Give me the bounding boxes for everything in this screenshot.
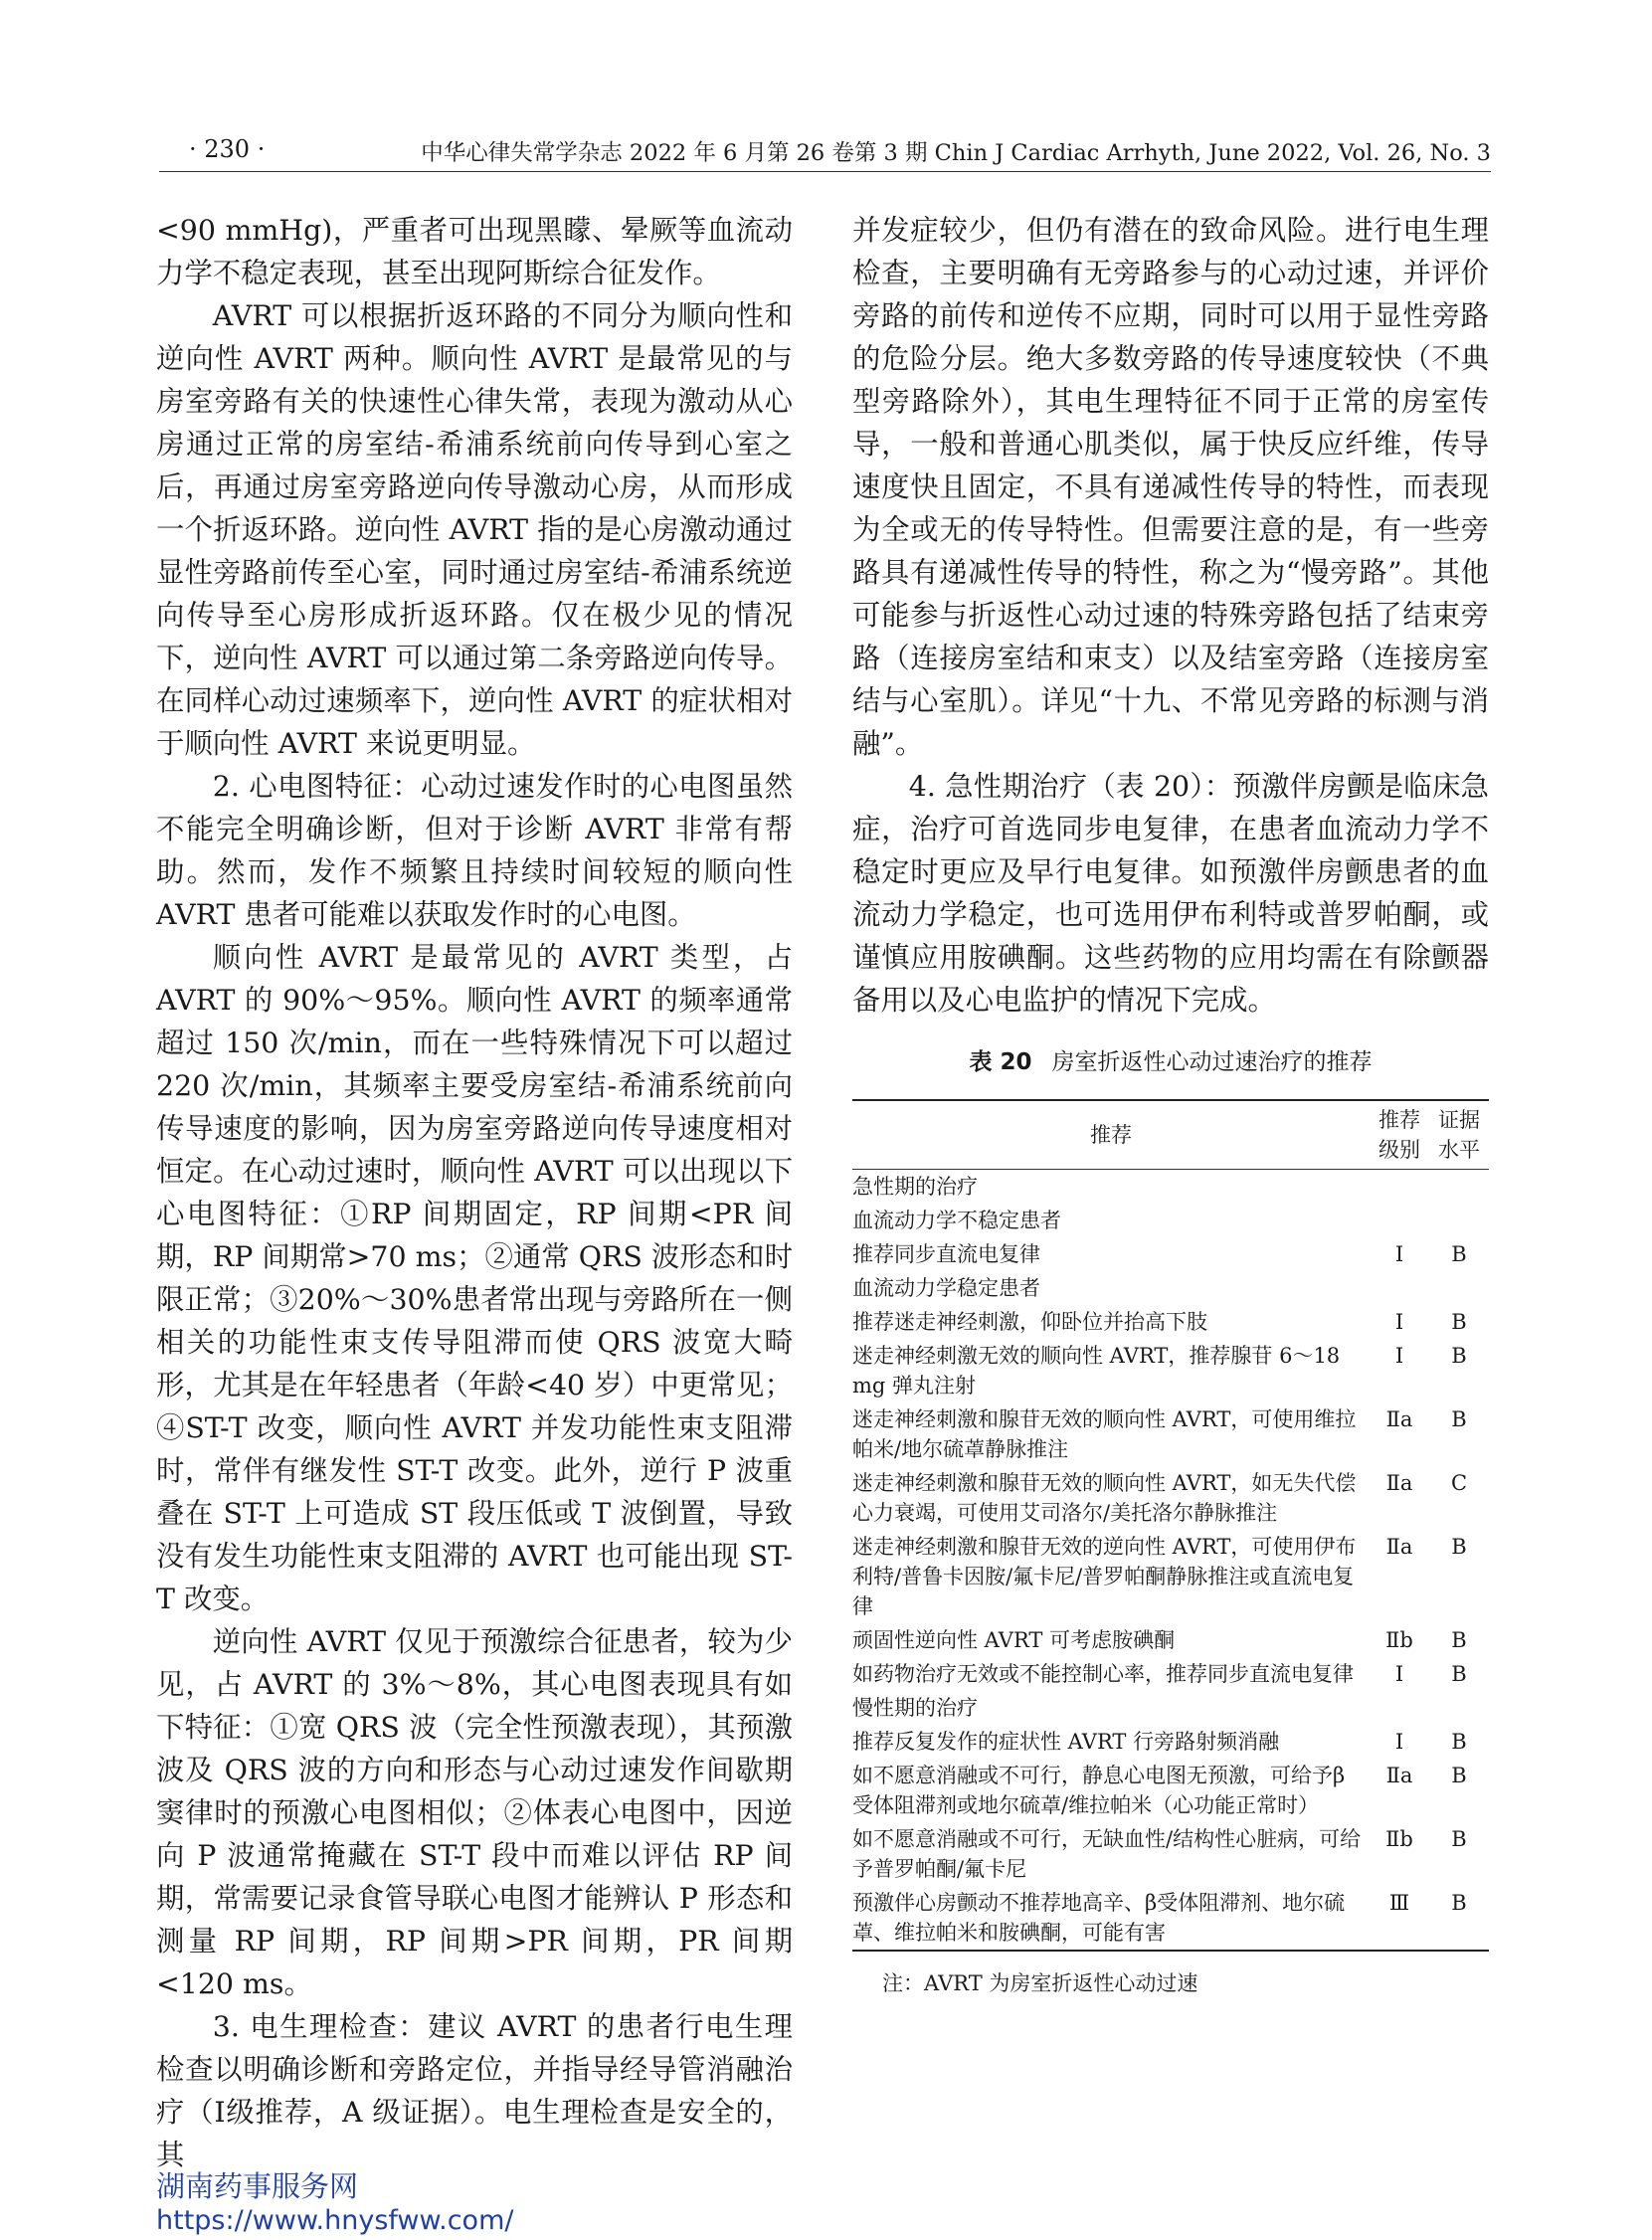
recommendation-table	[852, 1099, 1489, 1952]
recommendation-class: Ⅰ	[1394, 1730, 1404, 1754]
evidence-level: B	[1451, 1827, 1467, 1851]
table-row	[852, 1886, 1489, 1951]
paragraph: 2. 心电图特征：心动过速发作时的心电图虽然不能完全明确诊断，但对于诊断 AVRT 非常有帮助。然而，发作不频繁且持续时间较短的顺向性 AVRT 患者可能难以获取发作时的心电图。	[156, 770, 793, 931]
recommendation-class: Ⅱa	[1385, 1407, 1413, 1431]
recommendation-text: 如药物治疗无效或不能控制心率，推荐同步直流电复律	[852, 1662, 1354, 1686]
header-class-line2: 级别	[1378, 1138, 1420, 1162]
recommendation-class	[1370, 1691, 1429, 1725]
paragraph: 逆向性 AVRT 仅见于预激综合征患者，较为少见，占 AVRT 的 3%～8%，其心电图表现具有如下特征：①宽 QRS 波（完全性预激表现），其预激波及 QRS 波的方向和形态与心动过速发作间歇期窦律时的预激心电图相似；②体表心电图中，因逆向 P 波通常掩藏在 ST-T 段中而难以评估 RP 间期，常需要记录食管导联心电图才能辨认 P 形态和测量 RP 间期，RP 间期>PR 间期，PR 间期<120 ms。	[156, 1625, 793, 2000]
evidence-level: B	[1451, 1242, 1467, 1266]
paragraph: AVRT 可以根据折返环路的不同分为顺向性和逆向性 AVRT 两种。顺向性 AVRT 是最常见的与房室旁路有关的快速性心律失常，表现为激动从心房通过正常的房室结-希浦系统前向传导到心室之后，再通过房室旁路逆向传导激动心房，从而形成一个折返环路。逆向性 AVRT 指的是心房激动通过显性旁路前传至心室，同时通过房室结-希浦系统逆向传导至心房形成折返环路。仅在极少见的情况下，逆向性 AVRT 可以通过第二条旁路逆向传导。在同样心动过速频率下，逆向性 AVRT 的症状相对于顺向性 AVRT 来说更明显。	[156, 299, 793, 760]
evidence-level: B	[1451, 1535, 1467, 1559]
table-row	[852, 1691, 1489, 1725]
table-row	[852, 1237, 1489, 1271]
table-row	[852, 1657, 1489, 1691]
evidence-level: B	[1451, 1730, 1467, 1754]
header-level-line2: 水平	[1438, 1138, 1480, 1162]
table-row	[852, 1170, 1489, 1205]
recommendation-text: 迷走神经刺激和腺苷无效的顺向性 AVRT，可使用维拉帕米/地尔硫䓬静脉推注	[852, 1407, 1357, 1461]
table-row	[852, 1623, 1489, 1657]
table-label: 表 20	[969, 1049, 1032, 1075]
table-row	[852, 1402, 1489, 1466]
table-note: 注：AVRT 为房室折返性心动过速	[882, 1971, 1198, 1995]
header-recommendation: 推荐	[852, 1100, 1370, 1170]
header-level-line1: 证据	[1438, 1108, 1480, 1132]
recommendation-text: 血流动力学不稳定患者	[852, 1209, 1061, 1232]
recommendation-class	[1370, 1271, 1429, 1305]
table-row	[852, 1305, 1489, 1339]
header-level	[1429, 1100, 1489, 1170]
table-row	[852, 1204, 1489, 1237]
evidence-level: B	[1451, 1764, 1467, 1787]
evidence-level: B	[1451, 1628, 1467, 1652]
recommendation-class: Ⅰ	[1394, 1242, 1404, 1266]
recommendation-class	[1370, 1170, 1429, 1205]
paragraph: 并发症较少，但仍有潜在的致命风险。进行电生理检查，主要明确有无旁路参与的心动过速，并评价旁路的前传和逆传不应期，同时可以用于显性旁路的危险分层。绝大多数旁路的传导速度较快（不典型旁路除外），其电生理特征不同于正常的房室传导，一般和普通心肌类似，属于快反应纤维，传导速度快且固定，不具有递减性传导的特性，而表现为全或无的传导特性。但需要注意的是，有一些旁路具有递减性传导的特性，称之为“慢旁路”。其他可能参与折返性心动过速的特殊旁路包括了结束旁路（连接房室结和束支）以及结室旁路（连接房室结与心室肌）。详见“十九、不常见旁路的标测与消融”。	[852, 214, 1489, 760]
table-row	[852, 1271, 1489, 1305]
paragraph: 顺向性 AVRT 是最常见的 AVRT 类型，占 AVRT 的 90%～95%。顺向性 AVRT 的频率通常超过 150 次/min，而在一些特殊情况下可以超过 220 次/min，其频率主要受房室结-希浦系统前向传导速度的影响，因为房室旁路逆向传导速度相对恒定。在心动过速时，顺向性 AVRT 可以出现以下心电图特征：①RP 间期固定，RP 间期<PR 间期，RP 间期常>70 ms；②通常 QRS 波形态和时限正常；③20%～30%患者常出现与旁路所在一侧相关的功能性束支传导阻滞而使 QRS 波宽大畸形，尤其是在年轻患者（年龄<40 岁）中更常见；④ST-T 改变，顺向性 AVRT 并发功能性束支阻滞时，常伴有继发性 ST-T 改变。此外，逆行 P 波重叠在 ST-T 上可造成 ST 段压低或 T 波倒置，导致没有发生功能性束支阻滞的 AVRT 也可能出现 ST-T 改变。	[156, 941, 793, 1615]
recommendation-text: 迷走神经刺激和腺苷无效的顺向性 AVRT，如无失代偿心力衰竭，可使用艾司洛尔/美托洛尔静脉推注	[852, 1471, 1357, 1525]
table-title: 房室折返性心动过速治疗的推荐	[1051, 1049, 1373, 1075]
recommendation-class: Ⅰ	[1394, 1662, 1404, 1686]
evidence-level	[1429, 1691, 1489, 1725]
header-class-line1: 推荐	[1378, 1108, 1420, 1132]
recommendation-class: Ⅰ	[1394, 1310, 1404, 1334]
recommendation-text: 迷走神经刺激和腺苷无效的逆向性 AVRT，可使用伊布利特/普鲁卡因胺/氟卡尼/普罗帕酮静脉推注或直流电复律	[852, 1535, 1357, 1618]
recommendation-text: 推荐同步直流电复律	[852, 1242, 1040, 1266]
recommendation-class: Ⅱb	[1385, 1827, 1413, 1851]
table-body	[852, 1170, 1489, 1952]
paragraph: 4. 急性期治疗（表 20）：预激伴房颤是临床急症，治疗可首选同步电复律，在患者血流动力学不稳定时更应及早行电复律。如预激伴房颤患者的血流动力学稳定，也可选用伊布利特或普罗帕酮，或谨慎应用胺碘酮。这些药物的应用均需在有除颤器备用以及心电监护的情况下完成。	[852, 770, 1489, 1017]
recommendation-text: 慢性期的治疗	[852, 1696, 978, 1720]
evidence-level	[1429, 1204, 1489, 1237]
left-column	[156, 209, 793, 2176]
recommendation-text: 如不愿意消融或不可行，静息心电图无预激，可给予β受体阻滞剂或地尔硫䓬/维拉帕米（心功能正常时）	[852, 1764, 1346, 1817]
table-row	[852, 1339, 1489, 1402]
evidence-level: B	[1451, 1891, 1467, 1915]
recommendation-class	[1370, 1204, 1429, 1237]
page-number: · 230 ·	[189, 135, 266, 163]
journal-running-title: 中华心律失常学杂志 2022 年 6 月第 26 卷第 3 期 Chin J Cardiac Arrhyth, June 2022, Vol. 26, No. 3	[421, 140, 1491, 166]
evidence-level: B	[1451, 1407, 1467, 1431]
recommendation-class: Ⅰ	[1394, 1344, 1404, 1368]
header-rule	[159, 171, 1491, 172]
table-row	[852, 1759, 1489, 1822]
recommendation-class: Ⅱb	[1385, 1628, 1413, 1652]
paragraph: 3. 电生理检查：建议 AVRT 的患者行电生理检查以明确诊断和旁路定位，并指导经导管消融治疗（Ⅰ级推荐，A 级证据）。电生理检查是安全的，其	[156, 2010, 793, 2171]
paragraph: <90 mmHg)，严重者可出现黑矇、晕厥等血流动力学不稳定表现，甚至出现阿斯综合征发作。	[156, 214, 793, 289]
watermark	[156, 2168, 513, 2238]
table-row	[852, 1466, 1489, 1530]
evidence-level: B	[1451, 1310, 1467, 1334]
recommendation-text: 推荐反复发作的症状性 AVRT 行旁路射频消融	[852, 1730, 1280, 1754]
evidence-level	[1429, 1170, 1489, 1205]
evidence-level: C	[1450, 1471, 1468, 1495]
evidence-level: B	[1451, 1344, 1467, 1368]
recommendation-text: 急性期的治疗	[852, 1175, 978, 1199]
recommendation-class: Ⅲ	[1388, 1891, 1410, 1915]
recommendation-text: 顽固性逆向性 AVRT 可考虑胺碘酮	[852, 1628, 1176, 1652]
evidence-level	[1429, 1271, 1489, 1305]
right-column	[852, 209, 1489, 1997]
recommendation-class: Ⅱa	[1385, 1764, 1413, 1787]
header-class	[1370, 1100, 1429, 1170]
recommendation-text: 推荐迷走神经刺激，仰卧位并抬高下肢	[852, 1310, 1207, 1334]
page-header	[159, 135, 1491, 175]
evidence-level: B	[1451, 1662, 1467, 1686]
table-row	[852, 1822, 1489, 1886]
table-row	[852, 1725, 1489, 1759]
watermark-name: 湖南药事服务网	[156, 2169, 359, 2203]
recommendation-text: 迷走神经刺激无效的顺向性 AVRT，推荐腺苷 6～18 mg 弹丸注射	[852, 1344, 1341, 1398]
recommendation-class: Ⅱa	[1385, 1535, 1413, 1559]
table-row	[852, 1530, 1489, 1623]
watermark-url[interactable]: https://www.hnysfww.com/	[156, 2205, 514, 2236]
recommendation-text: 预激伴心房颤动不推荐地高辛、β受体阻滞剂、地尔硫䓬、维拉帕米和胺碘酮，可能有害	[852, 1891, 1346, 1945]
table-caption	[852, 1047, 1489, 1077]
recommendation-text: 如不愿意消融或不可行，无缺血性/结构性心脏病，可给予普罗帕酮/氟卡尼	[852, 1827, 1362, 1881]
recommendation-class: Ⅱa	[1385, 1471, 1413, 1495]
recommendation-text: 血流动力学稳定患者	[852, 1276, 1040, 1300]
